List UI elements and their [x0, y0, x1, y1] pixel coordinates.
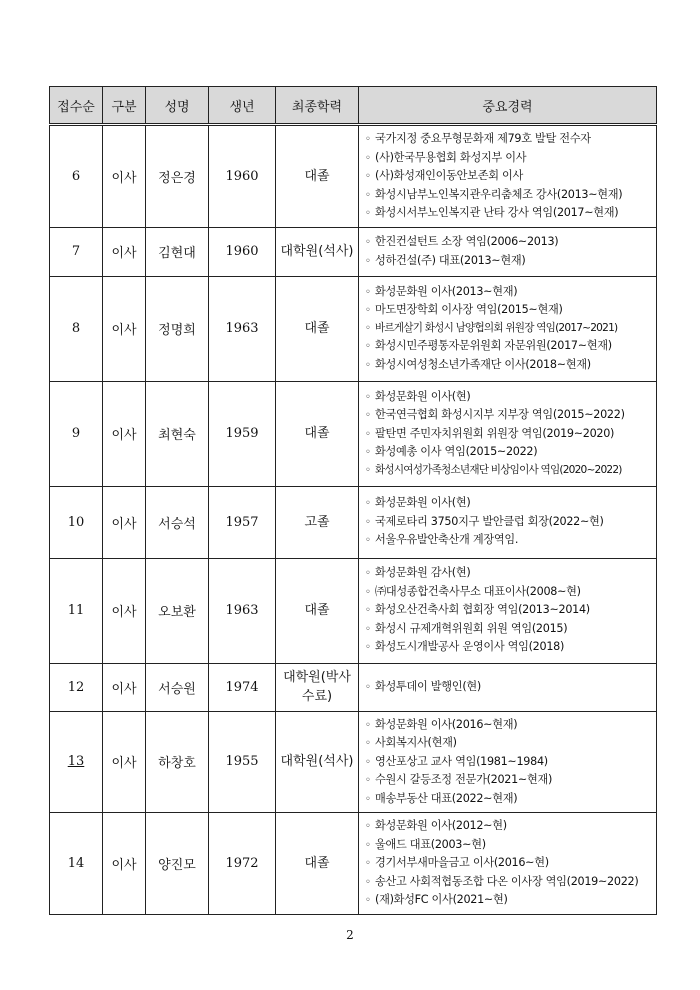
cell-birth [209, 125, 276, 228]
cell-no-text: 10 [67, 514, 85, 530]
cell-no [50, 813, 103, 915]
cell-type [103, 227, 146, 276]
career-item [365, 771, 652, 790]
cell-name [146, 813, 209, 915]
cell-no [50, 486, 103, 558]
cell-no-text: 8 [71, 321, 81, 336]
cell-career [359, 558, 657, 663]
bullet-icon: ◦ [365, 428, 371, 440]
cell-type [103, 711, 146, 813]
cell-name [146, 227, 209, 276]
cell-name [146, 381, 209, 486]
cell-no [50, 663, 103, 711]
career-item [365, 233, 652, 252]
career-item [365, 204, 652, 223]
cell-name [146, 663, 209, 711]
career-item [365, 638, 652, 657]
cell-education [276, 227, 359, 276]
career-item [365, 873, 652, 892]
cell-birth-text: 1963 [225, 321, 259, 336]
cell-no [50, 276, 103, 381]
page-number: 2 [346, 928, 354, 942]
bullet-icon: ◦ [365, 134, 371, 145]
career-item-text: (재)화성FC 이사(2021~현) [375, 893, 508, 907]
cell-career [359, 125, 657, 228]
header-row [50, 87, 657, 125]
bullet-icon: ◦ [365, 821, 371, 833]
cell-type [103, 663, 146, 711]
cell-name [146, 486, 209, 558]
cell-no [50, 381, 103, 486]
cell-type-text: 이사 [111, 858, 137, 873]
cell-career [359, 381, 657, 486]
cell-type [103, 276, 146, 381]
bullet-icon: ◦ [365, 756, 371, 768]
bullet-icon: ◦ [365, 341, 371, 353]
career-item-text: 국가지정 중요무형문화재 제79호 발탈 전수자 [375, 132, 591, 145]
cell-birth [209, 663, 276, 711]
bullet-icon: ◦ [365, 738, 371, 749]
cell-no [50, 711, 103, 813]
cell-birth [209, 276, 276, 381]
cell-no-text: 14 [67, 856, 85, 871]
cell-education-text: 대졸 [304, 168, 330, 184]
career-item [365, 601, 652, 620]
bullet-icon: ◦ [365, 719, 371, 731]
career-item [365, 620, 652, 639]
career-item-text: 화성도시개발공사 운영이사 역임(2018) [375, 640, 565, 654]
cell-type-text: 이사 [111, 323, 137, 338]
cell-no-text: 13 [67, 754, 85, 770]
cell-birth [209, 486, 276, 558]
cell-birth [209, 227, 276, 276]
bullet-icon: ◦ [365, 535, 371, 547]
career-item-text: 매송부동산 대표(2022~현재) [375, 791, 518, 805]
cell-birth-text: 1963 [225, 603, 259, 618]
table-row [50, 381, 657, 486]
bullet-icon: ◦ [365, 171, 371, 182]
bullet-icon: ◦ [365, 286, 371, 298]
header-education: 최종학력 [276, 87, 359, 125]
cell-name-text: 서승원 [158, 681, 196, 697]
career-item [365, 320, 652, 338]
career-item [365, 425, 652, 444]
career-item [365, 406, 652, 425]
career-item [365, 583, 652, 602]
cell-type [103, 381, 146, 486]
career-item-text: (사)한국무용협회 화성지부 이사 [375, 150, 527, 164]
cell-type [103, 558, 146, 663]
cell-education [276, 486, 359, 558]
cell-no [50, 125, 103, 228]
cell-education-text: 고졸 [304, 514, 330, 530]
cell-birth-text: 1955 [225, 754, 259, 770]
career-list [365, 564, 652, 657]
bullet-icon: ◦ [365, 152, 371, 164]
career-item-text: 화성문화원 감사(현) [375, 566, 471, 580]
career-item [365, 443, 652, 462]
table-row [50, 276, 657, 381]
cell-name-text: 정명희 [158, 323, 196, 338]
cell-career [359, 227, 657, 276]
cell-no-text: 12 [67, 679, 85, 695]
career-item [365, 388, 652, 407]
cell-name-text: 최현숙 [158, 428, 196, 443]
career-list [365, 130, 652, 223]
header-career: 중요경력 [359, 87, 657, 125]
cell-birth-text: 1957 [225, 514, 259, 530]
cell-education-text: 대졸 [304, 321, 330, 336]
career-item-text: 성하건설(주) 대표(2013~현재) [375, 253, 526, 267]
career-item-text: 한진컨설턴트 소장 역임(2006~2013) [375, 235, 559, 248]
career-item-text: 화성문화원 이사(2013~현재) [375, 284, 518, 298]
cell-name [146, 276, 209, 381]
cell-birth [209, 381, 276, 486]
career-item [365, 513, 652, 532]
career-item [365, 186, 652, 205]
bullet-icon: ◦ [365, 793, 371, 805]
cell-name [146, 558, 209, 663]
career-item-text: 수원시 갈등조정 전문가(2021~현재) [375, 773, 553, 786]
board-members-table [49, 86, 657, 915]
career-item-text: 영산포상고 교사 역임(1981~1984) [375, 754, 548, 768]
bullet-icon: ◦ [365, 895, 371, 907]
career-item [365, 531, 652, 550]
career-item-text: 화성투데이 발행인(현) [375, 679, 481, 693]
bullet-icon: ◦ [365, 305, 371, 317]
cell-education [276, 381, 359, 486]
cell-education [276, 663, 359, 711]
career-item-text: 송산고 사회적협동조합 다온 이사장 역임(2019~2022) [375, 874, 639, 888]
table-row [50, 125, 657, 228]
cell-no-text: 11 [67, 603, 85, 618]
bullet-icon: ◦ [365, 322, 371, 334]
career-item-text: 화성시남부노인복지관우리춤체조 강사(2013~현재) [375, 187, 623, 201]
cell-name-text: 오보환 [158, 605, 196, 620]
cell-name-text: 하창호 [158, 756, 196, 772]
cell-type-text: 이사 [111, 605, 137, 620]
career-item [365, 149, 652, 168]
bullet-icon: ◦ [365, 876, 371, 888]
cell-education [276, 125, 359, 228]
cell-birth [209, 558, 276, 663]
cell-type [103, 813, 146, 915]
bullet-icon: ◦ [365, 359, 371, 371]
bullet-icon: ◦ [365, 498, 371, 510]
career-item-text: 화성시서부노인복지관 난타 강사 역임(2017~현재) [375, 206, 619, 219]
cell-education [276, 711, 359, 813]
career-item-text: 국제로타리 3750지구 발안클럽 회장(2022~현) [375, 514, 604, 528]
bullet-icon: ◦ [365, 189, 371, 201]
cell-education [276, 276, 359, 381]
career-item-text: 화성문화원 이사(2016~현재) [375, 717, 518, 731]
career-item-text: 화성시 규제개혁위원회 위원 역임(2015) [375, 621, 568, 635]
career-item [365, 337, 652, 356]
career-list [365, 678, 652, 697]
career-item [365, 753, 652, 772]
career-item [365, 462, 652, 480]
cell-no-text: 9 [71, 426, 81, 441]
cell-no-text: 6 [71, 168, 81, 184]
career-item [365, 734, 652, 753]
career-item-text: 경기서부새마을금고 이사(2016~현) [375, 856, 549, 870]
bullet-icon: ◦ [365, 568, 371, 580]
cell-birth-text: 1960 [225, 168, 259, 184]
cell-education-text: 대학원(석사) [280, 244, 354, 259]
table-row [50, 813, 657, 915]
cell-career [359, 663, 657, 711]
career-item-text: 화성시민주평통자문위원회 자문위원(2017~현재) [375, 339, 612, 353]
career-item-text: ㈜대성종합건축사무소 대표이사(2008~현) [375, 584, 581, 598]
career-item-text: 화성시여성가족청소년재단 비상임이사 역임(2020~2022) [375, 463, 622, 476]
cell-type-text: 이사 [111, 756, 137, 772]
career-item-text: 화성오산건축사회 협회장 역임(2013~2014) [375, 603, 590, 617]
career-item [365, 167, 652, 186]
career-item-text: 화성시여성청소년가족재단 이사(2018~현재) [375, 357, 591, 371]
cell-no [50, 558, 103, 663]
career-item-text: 한국연극협회 화성시지부 지부장 역임(2015~2022) [375, 408, 625, 422]
career-item [365, 252, 652, 271]
career-item [365, 283, 652, 302]
bullet-icon: ◦ [365, 255, 371, 267]
career-item-text: 화성예총 이사 역임(2015~2022) [375, 445, 538, 459]
bullet-icon: ◦ [365, 391, 371, 403]
career-list [365, 283, 652, 375]
cell-name-text: 양진모 [158, 858, 196, 873]
cell-type-text: 이사 [111, 170, 137, 186]
cell-career [359, 486, 657, 558]
career-item [365, 564, 652, 583]
header-no: 접수순 [50, 87, 103, 125]
career-item-text: 화성문화원 이사(2012~현) [375, 819, 507, 833]
career-item-text: 화성문화원 이사(현) [375, 496, 471, 510]
header-type: 구분 [103, 87, 146, 125]
career-list [365, 494, 652, 550]
career-item [365, 891, 652, 910]
cell-education [276, 813, 359, 915]
career-item-text: 바르게살기 화성시 남양협의회 위원장 역임(2017~2021) [375, 321, 618, 334]
cell-career [359, 276, 657, 381]
cell-birth-text: 1972 [225, 856, 259, 871]
bullet-icon: ◦ [365, 605, 371, 617]
career-list [365, 388, 652, 480]
cell-type-text: 이사 [111, 246, 137, 261]
career-list [365, 233, 652, 270]
bullet-icon: ◦ [365, 858, 371, 870]
career-item-text: 사회복지사(현재) [375, 736, 457, 749]
cell-no [50, 227, 103, 276]
cell-birth [209, 711, 276, 813]
career-item-text: 팔탄면 주민자치위원회 위원장 역임(2019~2020) [375, 426, 615, 440]
table-body [50, 125, 657, 915]
bullet-icon: ◦ [365, 623, 371, 635]
bullet-icon: ◦ [365, 839, 371, 851]
career-item [365, 356, 652, 375]
cell-career [359, 813, 657, 915]
career-item-text: 화성문화원 이사(현) [375, 389, 471, 403]
bullet-icon: ◦ [365, 410, 371, 422]
cell-name-text: 서승석 [158, 516, 196, 532]
bullet-icon: ◦ [365, 447, 371, 459]
table-row [50, 711, 657, 813]
cell-education [276, 558, 359, 663]
bullet-icon: ◦ [365, 586, 371, 598]
career-item [365, 130, 652, 149]
career-item-text: 울애드 대표(2003~현) [375, 837, 486, 851]
cell-birth-text: 1959 [225, 426, 259, 441]
bullet-icon: ◦ [365, 681, 371, 693]
career-item [365, 836, 652, 855]
cell-education-text: 대졸 [304, 426, 330, 441]
career-item [365, 790, 652, 809]
bullet-icon: ◦ [365, 464, 371, 476]
career-list [365, 716, 652, 809]
career-item-text: 마도면장학회 이사장 역임(2015~현재) [375, 303, 563, 317]
career-list [365, 817, 652, 910]
cell-education-text: 대학원(석사) [280, 754, 354, 770]
career-item-text: (사)화성재인이동안보존회 이사 [375, 169, 523, 182]
cell-type-text: 이사 [111, 428, 137, 443]
cell-type [103, 486, 146, 558]
table-row [50, 558, 657, 663]
cell-education-text: 대졸 [304, 603, 330, 618]
bullet-icon: ◦ [365, 208, 371, 219]
cell-name [146, 711, 209, 813]
career-item [365, 301, 652, 320]
cell-type [103, 125, 146, 228]
cell-name-text: 김현대 [158, 246, 196, 261]
table-row [50, 486, 657, 558]
cell-name-text: 정은경 [158, 170, 196, 186]
career-item [365, 678, 652, 697]
career-item [365, 854, 652, 873]
cell-no-text: 7 [71, 244, 81, 259]
cell-education-text: 대학원(박사 수료) [283, 670, 351, 704]
career-item [365, 716, 652, 735]
cell-birth-text: 1974 [225, 679, 259, 695]
bullet-icon: ◦ [365, 237, 371, 248]
career-item [365, 817, 652, 836]
bullet-icon: ◦ [365, 642, 371, 654]
cell-birth [209, 813, 276, 915]
bullet-icon: ◦ [365, 775, 371, 786]
cell-name [146, 125, 209, 228]
career-item [365, 494, 652, 513]
cell-type-text: 이사 [111, 681, 137, 697]
header-name: 성명 [146, 87, 209, 125]
cell-career [359, 711, 657, 813]
career-item-text: 서울우유발안축산개 계장역임. [375, 533, 519, 547]
cell-type-text: 이사 [111, 516, 137, 532]
bullet-icon: ◦ [365, 516, 371, 528]
header-birth: 생년 [209, 87, 276, 125]
cell-birth-text: 1960 [225, 244, 259, 259]
table-row [50, 227, 657, 276]
cell-education-text: 대졸 [304, 856, 330, 871]
table-row [50, 663, 657, 711]
